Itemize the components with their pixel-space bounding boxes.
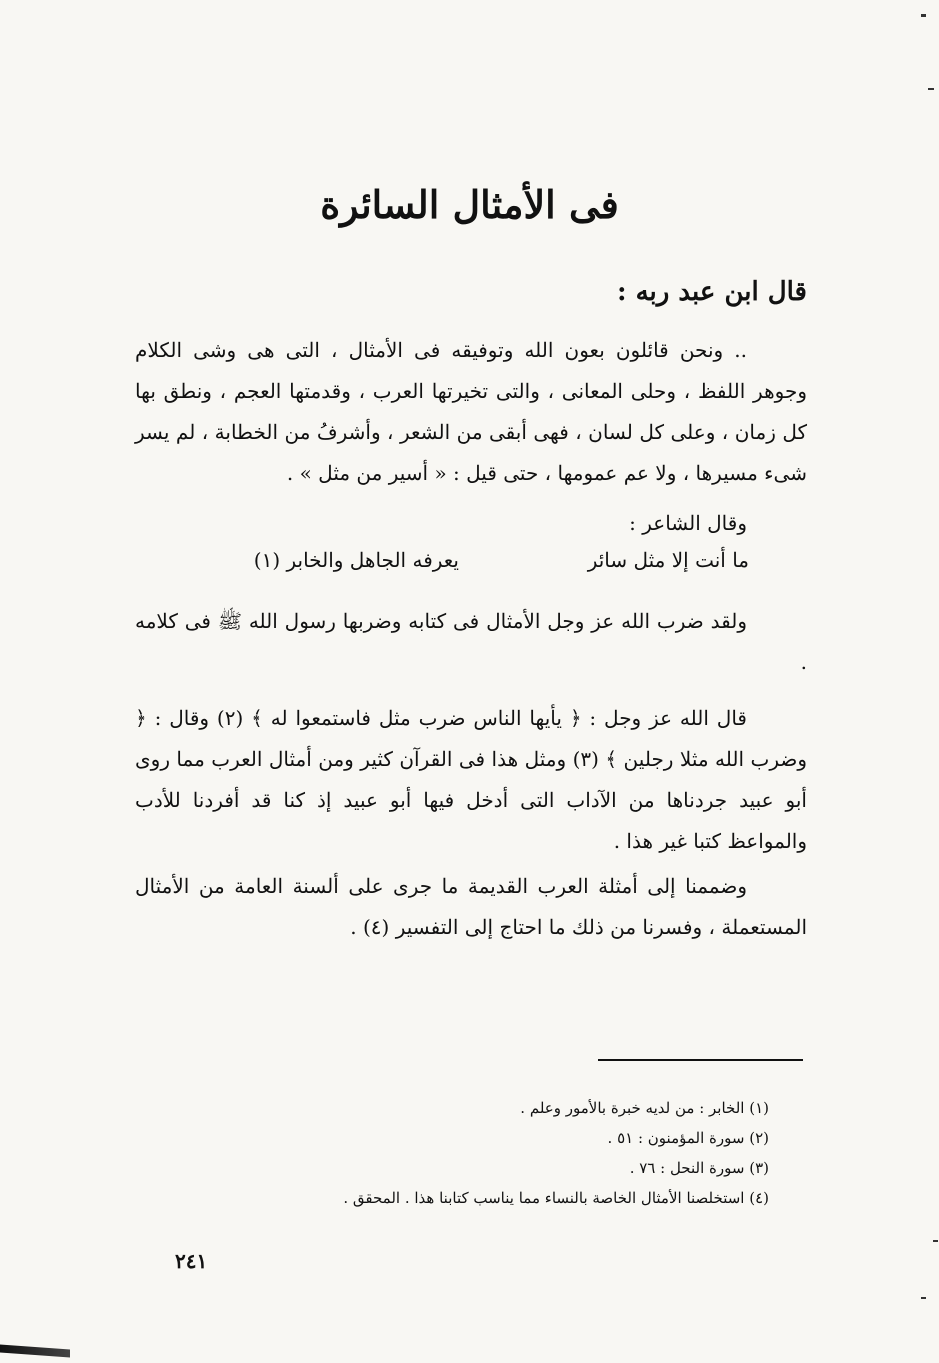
footnote-4: (٤) استخلصنا الأمثال الخاصة بالنساء مما يناسب كتابنا هذا . المحقق . bbox=[343, 1189, 769, 1207]
paragraph-prophet: ولقد ضرب الله عز وجل الأمثال فى كتابه وضربها رسول الله ﷺ فى كلامه . bbox=[135, 609, 807, 674]
scan-speck bbox=[921, 1297, 926, 1299]
verse-first-hemistich: ما أنت إلا مثل سائر bbox=[587, 548, 749, 572]
scan-edge-mark bbox=[0, 1345, 70, 1358]
paragraph-common-proverbs: وضممنا إلى أمثلة العرب القديمة ما جرى على ألسنة العامة من الأمثال المستعملة ، وفسرنا من ذلك ما احتاج إلى التفسير (٤) . bbox=[135, 874, 807, 939]
paragraph-poet-intro: وقال الشاعر : bbox=[629, 511, 747, 535]
footnote-divider bbox=[598, 1059, 803, 1061]
page-title: فى الأمثال السائرة bbox=[320, 182, 619, 227]
verse-second-hemistich: يعرفه الجاهل والخابر (١) bbox=[253, 548, 459, 572]
section-heading: قال ابن عبد ربه : bbox=[616, 277, 807, 307]
footnotes bbox=[129, 1093, 769, 1213]
footnote-3: (٣) سورة النحل : ٧٦ . bbox=[629, 1159, 769, 1177]
scan-speck bbox=[933, 1240, 938, 1242]
footnote-1: (١) الخابر : من لديه خبرة بالأمور وعلم . bbox=[520, 1099, 769, 1117]
scan-speck bbox=[921, 14, 926, 17]
page-number: ٢٤١ bbox=[175, 1249, 208, 1273]
paragraph-quran: قال الله عز وجل : ﴿ يأيها الناس ضرب مثل فاستمعوا له ﴾ (٢) وقال : ﴿ وضرب الله مثلا رجلين ﴾ (٣) ومثل هذا فى القرآن كثير ومن أمثال العرب مما روى أبو عبيد جردناها من الآداب التى أدخل فيها أبو عبيد إذ كنا قد أفردنا للأدب والمواعظ كتبا غير هذا . bbox=[135, 706, 807, 853]
scan-speck bbox=[928, 88, 934, 90]
footnote-2: (٢) سورة المؤمنون : ٥١ . bbox=[607, 1129, 769, 1147]
poetry-verse bbox=[129, 548, 749, 590]
paragraph-intro: .. ونحن قائلون بعون الله وتوفيقه فى الأمثال ، التى هى وشى الكلام وجوهر اللفظ ، وحلى المعانى ، والتى تخيرتها العرب ، وقدمتها العجم ، ونطق بها كل زمان ، وعلى كل لسان ، فهى أبقى من الشعر ، وأشرفُ من الخطابة ، لم يسر شىء مسيرها ، ولا عم عمومها ، حتى قيل : « أسير من مثل » . bbox=[135, 338, 807, 485]
